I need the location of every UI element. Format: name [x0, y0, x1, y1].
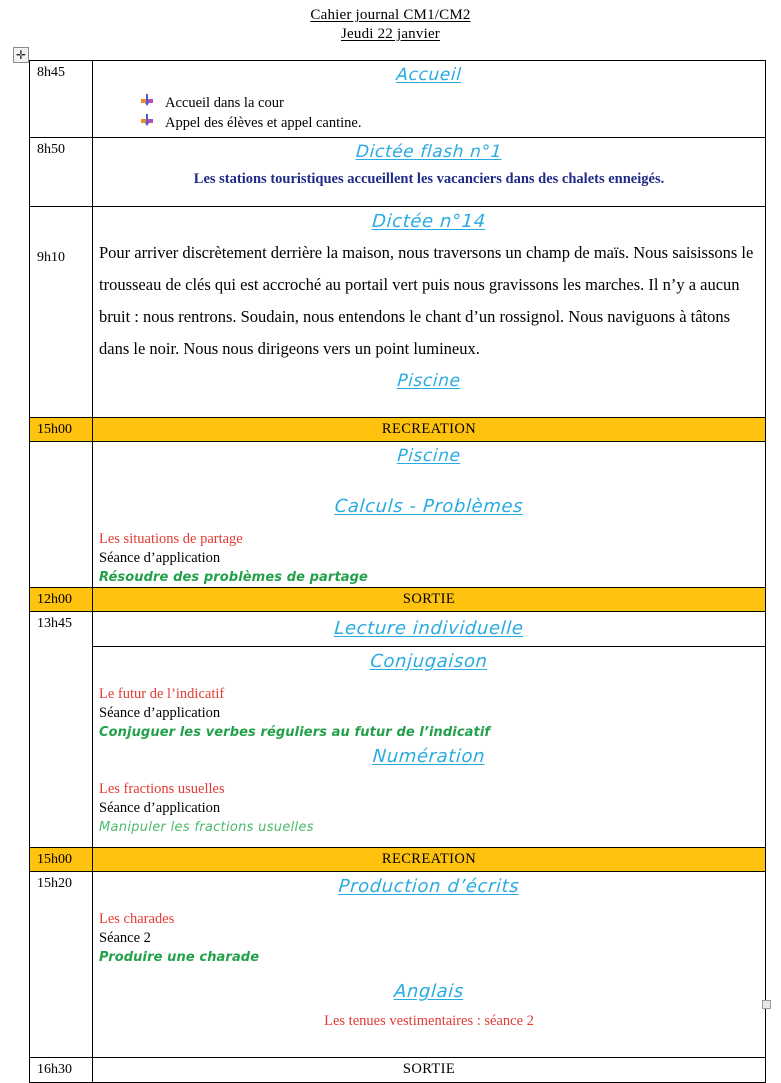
- seance-production: Séance 2: [99, 930, 151, 946]
- time-label: 15h00: [37, 422, 72, 437]
- list-item-label: Accueil dans la cour: [165, 95, 284, 111]
- table-row: [30, 872, 766, 1058]
- table-resize-handle[interactable]: [762, 1000, 771, 1009]
- seance-numeration: Séance d’application: [99, 800, 221, 816]
- label-sortie-soir: SORTIE: [402, 1061, 456, 1077]
- content-cell-sortie-midi: [93, 588, 766, 612]
- time-cell-dictee: [30, 207, 93, 418]
- content-cell-accueil: [93, 61, 766, 138]
- table-row: [30, 207, 766, 418]
- dictee-text: Pour arriver discrètement derrière la maison, nous traversons un champ de maïs. Nous saisissons le trousseau de clés qui est accroché au portail vert puis nous gravissons les marches. Il n’y a aucun bruit : nous rentrons. Soudain, nous entendons le chant d’un rossignol. Nous naviguons à tâtons dans le noir. Nous nous dirigeons vers un point lumineux.: [99, 243, 754, 358]
- time-cell-fin-journee: [30, 872, 93, 1058]
- title-line-2: Jeudi 22 janvier: [340, 26, 440, 42]
- table-move-handle[interactable]: [13, 47, 29, 63]
- time-cell-accueil: [30, 61, 93, 138]
- time-label: 8h50: [37, 142, 65, 157]
- content-cell-apres-midi: [93, 612, 766, 848]
- time-label: 12h00: [37, 592, 72, 607]
- lecture-block: [93, 612, 765, 646]
- spacer: [93, 395, 765, 417]
- table-row: [30, 848, 766, 872]
- spacer: [93, 196, 765, 206]
- objective-calculs: Les situations de partage: [99, 531, 243, 547]
- content-cell-sortie-soir: [93, 1058, 766, 1083]
- schedule-table: [29, 60, 766, 1083]
- dictee-flash-sentence: Les stations touristiques accueillent les vacanciers dans des chalets enneigés.: [193, 171, 665, 187]
- goal-calculs: Résoudre des problèmes de partage: [99, 570, 368, 585]
- time-cell-apres-midi: [30, 612, 93, 848]
- heading-piscine-matin: Piscine: [396, 371, 462, 391]
- time-cell-sortie-midi: [30, 588, 93, 612]
- spacer: [93, 967, 765, 977]
- table-row: [30, 138, 766, 207]
- spacer: [93, 837, 765, 847]
- banner-sortie: SORTIE: [93, 588, 765, 611]
- objective-production: Les charades: [99, 911, 175, 927]
- heading-production-ecrits: Production d’écrits: [337, 876, 520, 897]
- content-cell-dictee-flash: [93, 138, 766, 207]
- goal-production: Produire une charade: [99, 950, 260, 965]
- content-cell-recreation-1: [93, 418, 766, 442]
- time-label: 15h00: [37, 852, 72, 867]
- time-label: 9h10: [37, 250, 65, 265]
- goal-conjugaison: Conjuguer les verbes réguliers au futur de l’indicatif: [99, 725, 491, 740]
- content-cell-dictee: [93, 207, 766, 418]
- banner-recreation: RECREATION: [93, 418, 765, 441]
- time-cell-recreation-1: [30, 418, 93, 442]
- heading-numeration: Numération: [372, 746, 486, 767]
- spacer: [93, 470, 765, 492]
- spacer: [93, 1035, 765, 1057]
- detail-anglais: Les tenues vestimentaires : séance 2: [324, 1013, 534, 1029]
- table-row: [30, 612, 766, 848]
- conjugaison-block: [93, 646, 765, 847]
- list-item: [141, 113, 765, 133]
- seance-conjugaison: Séance d’application: [99, 705, 221, 721]
- spacer: [93, 900, 765, 910]
- seance-calculs: Séance d’application: [99, 550, 221, 566]
- table-row: [30, 588, 766, 612]
- arrow-bullet-icon: [141, 94, 153, 108]
- move-cross-icon: ✛: [15, 48, 27, 62]
- content-cell-fin-journee: [93, 872, 766, 1058]
- heading-anglais: Anglais: [393, 981, 465, 1002]
- table-row: [30, 1058, 766, 1083]
- heading-conjugaison: Conjugaison: [369, 651, 489, 672]
- table-row: [30, 61, 766, 138]
- content-cell-recreation-2: [93, 848, 766, 872]
- time-label: 15h20: [37, 876, 72, 891]
- time-label: 13h45: [37, 616, 72, 631]
- heading-dictee-flash: Dictée flash n°1: [355, 142, 503, 162]
- time-label: 16h30: [37, 1062, 72, 1077]
- time-cell-dictee-flash: [30, 138, 93, 207]
- time-cell-sortie-soir: [30, 1058, 93, 1083]
- spacer: [93, 770, 765, 780]
- heading-calculs-problemes: Calculs - Problèmes: [334, 496, 524, 517]
- heading-lecture-individuelle: Lecture individuelle: [333, 618, 525, 639]
- spacer: [93, 675, 765, 685]
- list-item: [141, 93, 765, 113]
- document-title: [0, 0, 781, 44]
- accueil-bullet-list: [93, 89, 765, 137]
- goal-numeration: Manipuler les fractions usuelles: [99, 820, 314, 835]
- heading-piscine-suite: Piscine: [396, 446, 462, 466]
- objective-numeration: Les fractions usuelles: [99, 781, 225, 797]
- time-cell-recreation-2: [30, 848, 93, 872]
- table-row: [30, 418, 766, 442]
- time-label-empty: [30, 442, 92, 462]
- heading-accueil: Accueil: [395, 65, 463, 85]
- title-line-1: Cahier journal CM1/CM2: [310, 7, 471, 23]
- arrow-bullet-icon: [141, 114, 153, 128]
- content-cell-calculs: [93, 442, 766, 588]
- objective-conjugaison: Le futur de l’indicatif: [99, 686, 225, 702]
- list-item-label: Appel des élèves et appel cantine.: [165, 115, 362, 131]
- spacer: [93, 520, 765, 530]
- table-row: [30, 442, 766, 588]
- time-label: 8h45: [37, 65, 65, 80]
- heading-dictee: Dictée n°14: [371, 211, 487, 232]
- time-cell-calculs: [30, 442, 93, 588]
- banner-recreation: RECREATION: [93, 848, 765, 871]
